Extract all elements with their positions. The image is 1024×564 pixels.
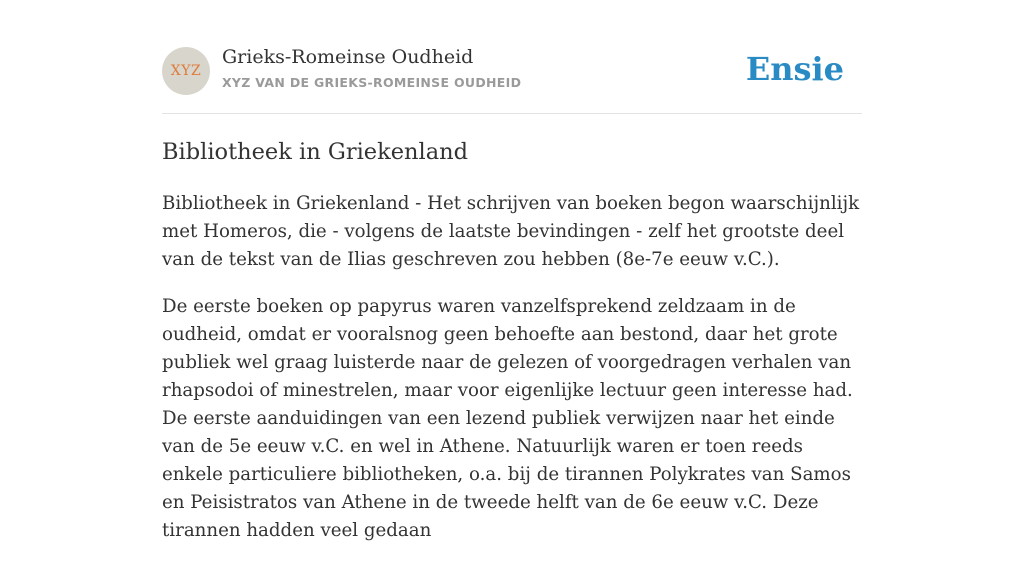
ensie-logo[interactable]: Ensie	[745, 50, 844, 88]
avatar[interactable]: XYZ	[162, 47, 210, 95]
source-title[interactable]: Grieks-Romeinse Oudheid	[222, 46, 474, 68]
header-divider	[162, 113, 862, 114]
source-header	[162, 46, 862, 96]
source-subtitle: XYZ VAN DE GRIEKS-ROMEINSE OUDHEID	[222, 75, 522, 90]
article-paragraph: Bibliotheek in Griekenland - Het schrijven van boeken begon waarschijnlijk met Homeros, die - volgens de laatste bevindingen - zelf het grootste deel van de tekst van de Ilias geschreven zou hebben (8e-7e eeuw v.C.).	[162, 193, 860, 270]
article	[162, 136, 864, 564]
article-title: Bibliotheek in Griekenland	[162, 139, 469, 165]
article-paragraph: De eerste boeken op papyrus waren vanzelfsprekend zeldzaam in de oudheid, omdat er vooralsnog geen behoefte aan bestond, daar het grote publiek wel graag luisterde naar de gelezen of voorgedragen verhalen van rhapsodoi of minestrelen, maar voor eigenlijke lectuur geen interesse had. De eerste aanduidingen van een lezend publiek verwijzen naar het einde van de 5e eeuw v.C. en wel in Athene. Natuurlijk waren er toen reeds enkele particuliere bibliotheken, o.a. bij de tirannen Polykrates van Samos en Peisistratos van Athene in de tweede helft van de 6e eeuw v.C. Deze tirannen hadden veel gedaan	[162, 296, 853, 541]
